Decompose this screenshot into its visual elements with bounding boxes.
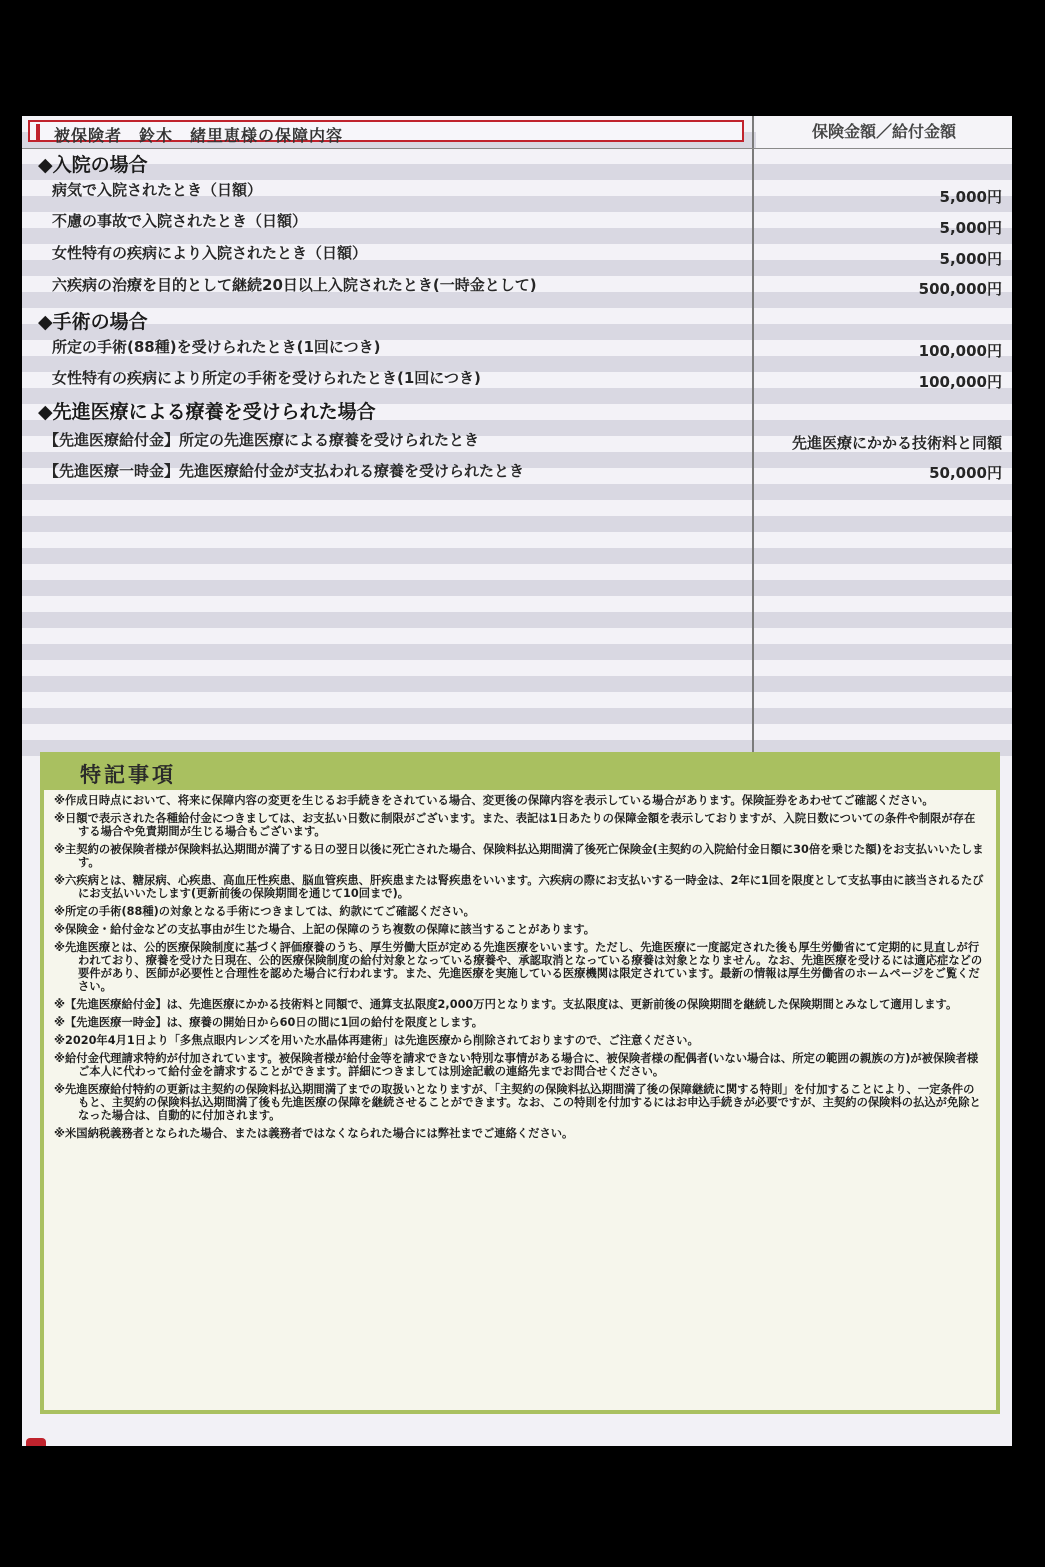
coverage-row-label: 六疾病の治療を目的として継続20日以上入院されたとき(一時金として) — [52, 276, 537, 294]
coverage-row-label: 所定の手術(88種)を受けられたとき(1回につき) — [52, 338, 381, 356]
note-item: ※給付金代理請求特約が付加されています。被保険者様が給付金等を請求できない特別な事情がある場合に、被保険者様の配偶者(いない場合は、所定の範囲の親族の方)が被保険者様ご本人に代わって給付金を請求することができます。詳細につきましては別途記載の連絡先までお問合せください。 — [54, 1052, 979, 1078]
special-notes-title: 特記事項 — [80, 763, 176, 787]
section-title-advanced-medical: ◆先進医療による療養を受けられた場合 — [38, 401, 376, 423]
note-item: ※先進医療給付特約の更新は主契約の保険料払込期間満了までの取扱いとなりますが、「主契約の保険料払込期間満了後の保障継続に関する特則」を付加することにより、一定条件のもと、主契約の保険料払込期間満了後も先進医療の保障を継続させることができます。なお、この特則を付加するにはお申込手続きが必要ですが、主契約の保険料の払込が免除となった場合は、自動的に付加されます。 — [54, 1083, 981, 1122]
header-divider — [22, 148, 1012, 149]
coverage-row-value: 5,000円 — [939, 219, 1002, 237]
background-strip — [0, 1446, 1045, 1567]
coverage-row-value: 100,000円 — [918, 342, 1002, 360]
coverage-row-value: 500,000円 — [918, 280, 1002, 298]
note-item: ※【先進医療給付金】は、先進医療にかかる技術料と同額で、通算支払限度2,000万円となります。支払限度は、更新前後の保険期間を継続した保険期間とみなして適用します。 — [54, 998, 958, 1011]
note-item: ※2020年4月1日より「多焦点眼内レンズを用いた水晶体再建術」は先進医療から削除されておりますので、ご注意ください。 — [54, 1034, 699, 1047]
column-divider — [752, 116, 754, 756]
coverage-row-value: 先進医療にかかる技術料と同額 — [791, 434, 1002, 452]
special-notes-box — [40, 752, 1000, 1414]
header-marker — [36, 124, 40, 140]
coverage-row-label: 女性特有の疾病により入院されたとき（日額） — [52, 244, 368, 262]
section-title-hospitalization: ◆入院の場合 — [38, 154, 148, 176]
note-item: ※日額で表示された各種給付金につきましては、お支払い日数に制限がございます。また、表記は1日あたりの保障金額を表示しておりますが、入院日数についての条件や制限が存在する場合や免責期間が生じる場合もございます。 — [54, 812, 976, 838]
amount-column-header: 保険金額／給付金額 — [756, 116, 1012, 148]
special-notes-list — [54, 794, 984, 1145]
page-edge-mark — [26, 1438, 46, 1446]
note-item: ※作成日時点において、将来に保障内容の変更を生じるお手続きをされている場合、変更後の保障内容を表示している場合があります。保険証券をあわせてご確認ください。 — [54, 794, 934, 807]
coverage-row-label: 不慮の事故で入院されたとき（日額） — [52, 212, 308, 230]
note-item: ※先進医療とは、公的医療保険制度に基づく評価療養のうち、厚生労働大臣が定める先進医療をいいます。ただし、先進医療に一度認定された後も厚生労働省にて定期的に見直しが行われており、療養を受けた日現在、公的医療保険制度の給付対象となっている療養や、承認取消となっている療養は対象となりません。なお、先進医療を受けるには適応症などの要件があり、医師が必要性と合理性を認めた場合に行われます。また、先進医療を実施している医療機関は限定されています。最新の情報は厚生労働省のホームページをご覧ください。 — [54, 941, 983, 993]
note-item: ※所定の手術(88種)の対象となる手術につきましては、約款にてご確認ください。 — [54, 905, 475, 918]
note-item: ※米国納税義務者となられた場合、または義務者ではなくなられた場合には弊社までご連絡ください。 — [54, 1127, 574, 1140]
coverage-row-label: 【先進医療一時金】先進医療給付金が支払われる療養を受けられたとき — [44, 462, 525, 480]
note-item: ※【先進医療一時金】は、療養の開始日から60日の間に1回の給付を限度とします。 — [54, 1016, 484, 1029]
coverage-row-label: 病気で入院されたとき（日額） — [52, 181, 263, 199]
coverage-row-value: 50,000円 — [929, 464, 1002, 482]
coverage-header — [28, 120, 744, 145]
coverage-row-value: 5,000円 — [939, 250, 1002, 268]
note-item: ※保険金・給付金などの支払事由が生じた場合、上記の保障のうち複数の保障に該当することがあります。 — [54, 923, 596, 936]
coverage-row-label: 【先進医療給付金】所定の先進医療による療養を受けられたとき — [44, 431, 480, 449]
coverage-row-value: 5,000円 — [939, 188, 1002, 206]
note-item: ※主契約の被保険者様が保険料払込期間が満了する日の翌日以後に死亡された場合、保険料払込期間満了後死亡保険金(主契約の入院給付金日額に30倍を乗じた額)をお支払いいたします。 — [54, 843, 984, 869]
section-title-surgery: ◆手術の場合 — [38, 311, 148, 333]
document-page — [22, 116, 1012, 1446]
coverage-row-label: 女性特有の疾病により所定の手術を受けられたとき(1回につき) — [52, 369, 481, 387]
note-item: ※六疾病とは、糖尿病、心疾患、高血圧性疾患、脳血管疾患、肝疾患または腎疾患をいいます。六疾病の際にお支払いする一時金は、2年に1回を限度として支払事由に該当されるたびにお支払いいたします(更新前後の保険期間を通じて10回まで)。 — [54, 874, 984, 900]
special-notes-header — [44, 756, 996, 790]
coverage-row-value: 100,000円 — [918, 373, 1002, 391]
coverage-title: 被保険者 鈴木 緒里恵様の保障内容 — [54, 126, 344, 145]
